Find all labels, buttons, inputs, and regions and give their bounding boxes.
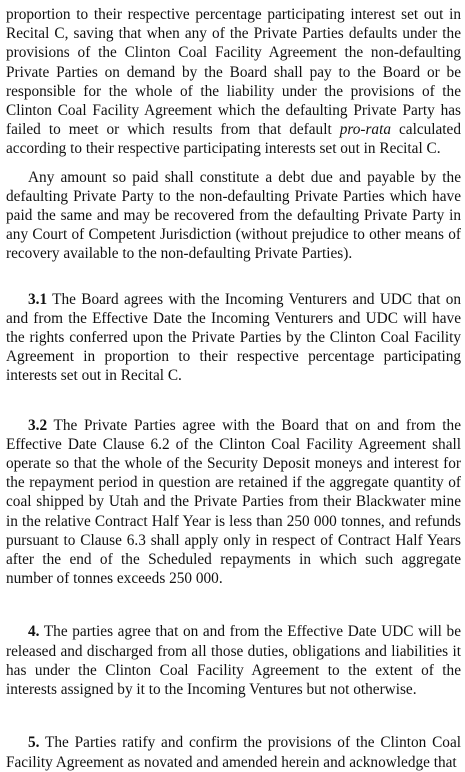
paragraph-debt-recovery [6, 168, 461, 264]
clause-number: 3.1 [28, 290, 48, 308]
clause-number: 5. [28, 734, 40, 752]
paragraph-clause-3-2 [6, 416, 461, 589]
text-segment: proportion to their respective percentage participating interest set out in Recital C, saving that when any of the Private Parties defaults under the provisions of the Clinton Coal Facility Agreement the non-defaulting Private Parties on demand by the Board shall pay to the Board or be responsible for the whole of the liability under the provisions of the Clinton Coal Facility Agreement which the defaulting Private Party has failed to meet or which results from that default [6, 6, 461, 139]
text-segment: The Board agrees with the Incoming Venturers and UDC that on and from the Effective Date the Incoming Venturers and UDC will have the rights conferred upon the Private Parties by the Clinton Coal Facility Agreement in proportion to their respective percentage participating interests set out in Recital C. [6, 290, 461, 385]
text-segment-italic: pro-rata [339, 121, 391, 139]
text-segment: The parties agree that on and from the Effective Date UDC will be released and discharged from all those duties, obligations and liabilities it has under the Clinton Coal Facility Agreement to the extent of the interests assigned by it to the Incoming Ventures but not otherwise. [6, 623, 461, 699]
text-segment: The Parties ratify and confirm the provisions of the Clinton Coal Facility Agreement as novated and amended herein and acknowledge that [6, 734, 461, 771]
text-segment: Any amount so paid shall constitute a debt due and payable by the defaulting Private Party to the non-defaulting Private Parties which have paid the same and may be recovered from the defaulting Private Party in any Court of Competent Jurisdiction (without prejudice to other means of recovery available to the non-defaulting Private Parties). [6, 168, 461, 263]
paragraph-clause-5 [6, 733, 461, 771]
clause-number: 3.2 [28, 416, 48, 434]
document-page [6, 0, 461, 772]
paragraph-recital-continuation [6, 5, 461, 159]
clause-number: 4. [28, 623, 40, 641]
text-segment: calculated according to their respective participating interests set out in Recital C. [6, 121, 461, 158]
paragraph-clause-4 [6, 622, 461, 699]
paragraph-clause-3-1 [6, 290, 461, 386]
text-segment: The Private Parties agree with the Board that on and from the Effective Date Clause 6.2 of the Clinton Coal Facility Agreement shall operate so that the whole of the Security Deposit moneys and interest for the repayment period in question are retained if the aggregate quantity of coal shipped by Utah and the Private Parties from their Blackwater mine in the relative Contract Half Year is less than 250 000 tonnes, and refunds pursuant to Clause 6.3 shall apply only in respect of Contract Half Years after the end of the Scheduled repayments in which such aggregate number of tonnes exceeds 250 000. [6, 416, 461, 588]
